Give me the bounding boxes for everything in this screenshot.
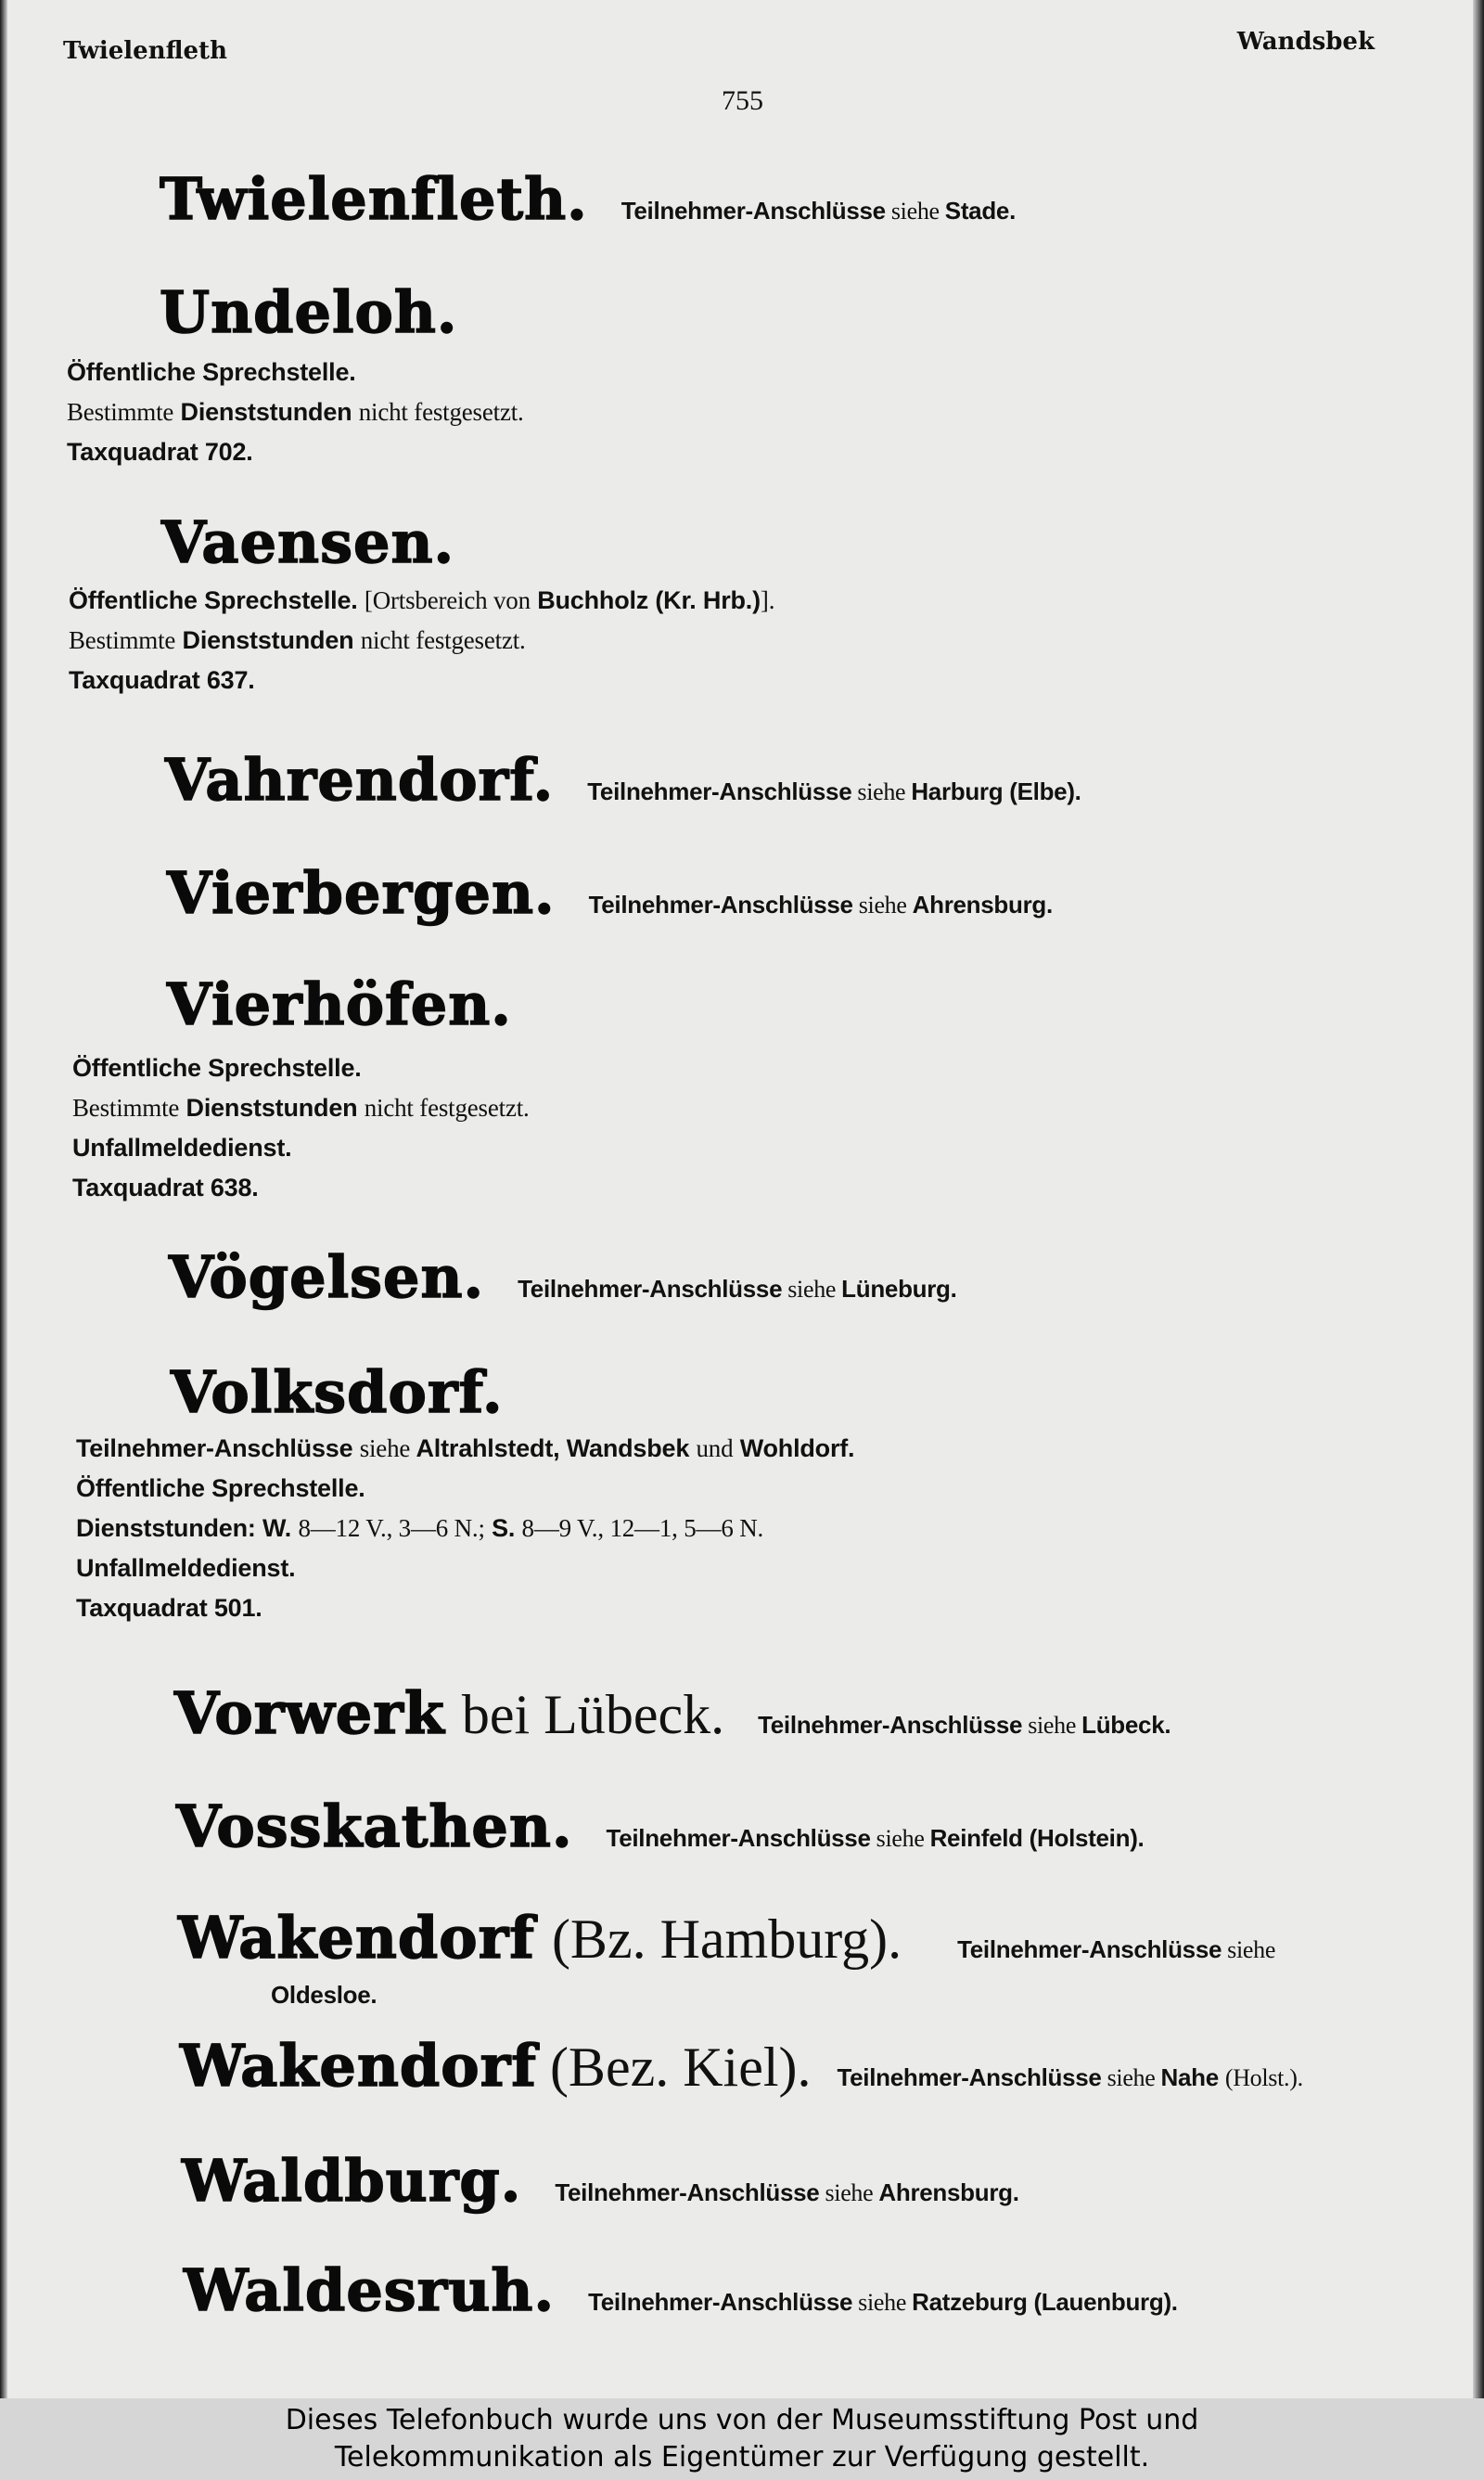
entry-vahrendorf bbox=[165, 746, 1081, 814]
entry-waldesruh bbox=[184, 2256, 1178, 2324]
cross-reference: Teilnehmer-Anschlüsse siehe Lüneburg. bbox=[518, 1275, 957, 1303]
place-name: Twielenfleth. bbox=[160, 165, 588, 233]
cross-reference: Teilnehmer-Anschlüsse siehe Nahe (Holst.). bbox=[837, 2063, 1303, 2091]
cross-reference-target: Oldesloe. bbox=[271, 1981, 377, 2009]
footer-line: Telekommunikation als Eigentümer zur Verfügung gestellt. bbox=[334, 2441, 1150, 2474]
entry-vorwerk bbox=[174, 1679, 1171, 1747]
place-qualifier: (Bez. Kiel). bbox=[549, 2037, 812, 2098]
page-number: 755 bbox=[722, 85, 763, 116]
cross-reference: Teilnehmer-Anschlüsse siehe Ratzeburg (Lauenburg). bbox=[588, 2288, 1178, 2316]
detail-line: Bestimmte Dienststunden nicht festgesetzt. bbox=[67, 398, 524, 426]
place-name: Undeloh. bbox=[160, 278, 458, 346]
place-name: Wakendorf bbox=[180, 2032, 537, 2100]
cross-reference: Teilnehmer-Anschlüsse siehe Harburg (Elbe). bbox=[587, 777, 1081, 805]
detail-line: Öffentliche Sprechstelle. bbox=[67, 358, 356, 386]
detail-line: Bestimmte Dienststunden nicht festgesetzt. bbox=[69, 626, 526, 654]
archive-credit-footer bbox=[0, 2398, 1484, 2480]
entry-vierbergen bbox=[167, 859, 1053, 927]
cross-reference: Teilnehmer-Anschlüsse siehe Reinfeld (Holstein). bbox=[606, 1824, 1145, 1852]
detail-line: Unfallmeldedienst. bbox=[72, 1134, 292, 1162]
entry-twielenfleth bbox=[160, 165, 1016, 233]
place-name: Vierhöfen. bbox=[167, 970, 512, 1038]
entry-undeloh bbox=[160, 278, 458, 346]
place-name: Waldesruh. bbox=[184, 2256, 556, 2324]
entry-vaensen bbox=[161, 508, 454, 576]
detail-line: Öffentliche Sprechstelle. [Ortsbereich von Buchholz (Kr. Hrb.)]. bbox=[69, 586, 775, 614]
entry-wakendorf-kiel bbox=[180, 2032, 1303, 2100]
place-name: Vorwerk bbox=[174, 1679, 445, 1747]
cross-reference: Teilnehmer-Anschlüsse siehe bbox=[957, 1935, 1276, 1963]
footer-line: Dieses Telefonbuch wurde uns von der Museumsstiftung Post und bbox=[285, 2404, 1199, 2436]
place-name: Volksdorf. bbox=[171, 1358, 504, 1426]
running-header-right: Wandsbek bbox=[1236, 28, 1375, 56]
detail-line: Taxquadrat 702. bbox=[67, 438, 253, 466]
place-qualifier: (Bz. Hamburg). bbox=[551, 1908, 902, 1970]
detail-line: Taxquadrat 638. bbox=[72, 1174, 259, 1201]
running-header-left: Twielenfleth bbox=[63, 37, 227, 65]
entry-vaensen-details bbox=[69, 581, 774, 700]
entry-waldburg bbox=[182, 2147, 1019, 2215]
place-name: Vahrendorf. bbox=[165, 746, 555, 814]
cross-reference: Teilnehmer-Anschlüsse siehe Stade. bbox=[620, 197, 1017, 225]
detail-line: Taxquadrat 637. bbox=[69, 666, 255, 694]
entry-vierhoefen-details bbox=[72, 1048, 530, 1208]
entry-volksdorf bbox=[171, 1358, 504, 1426]
place-name: Vögelsen. bbox=[169, 1243, 485, 1311]
entry-voegelsen bbox=[169, 1243, 957, 1311]
detail-line: Teilnehmer-Anschlüsse siehe Altrahlstedt, Wandsbek und Wohldorf. bbox=[76, 1434, 855, 1462]
cross-reference: Teilnehmer-Anschlüsse siehe Lübeck. bbox=[758, 1711, 1171, 1739]
detail-line: Bestimmte Dienststunden nicht festgesetzt. bbox=[72, 1094, 530, 1122]
entry-wakendorf-hamburg bbox=[178, 1904, 1281, 2010]
entry-vierhoefen bbox=[167, 970, 512, 1038]
place-name: Waldburg. bbox=[182, 2147, 522, 2215]
place-name: Vierbergen. bbox=[167, 859, 556, 927]
detail-line: Taxquadrat 501. bbox=[76, 1594, 262, 1622]
detail-line: Dienststunden: W. 8—12 V., 3—6 N.; S. 8—9 V., 12—1, 5—6 N. bbox=[76, 1514, 764, 1542]
entry-vosskathen bbox=[176, 1793, 1144, 1860]
cross-reference: Teilnehmer-Anschlüsse siehe Ahrensburg. bbox=[588, 891, 1053, 919]
place-qualifier: bei Lübeck. bbox=[461, 1684, 725, 1745]
cross-reference: Teilnehmer-Anschlüsse siehe Ahrensburg. bbox=[555, 2178, 1019, 2206]
detail-line: Öffentliche Sprechstelle. bbox=[76, 1474, 365, 1502]
place-name: Vosskathen. bbox=[176, 1793, 573, 1860]
detail-line: Öffentliche Sprechstelle. bbox=[72, 1054, 362, 1082]
detail-line: Unfallmeldedienst. bbox=[76, 1554, 296, 1582]
place-name: Vaensen. bbox=[161, 508, 455, 576]
entry-volksdorf-details bbox=[76, 1429, 854, 1628]
place-name: Wakendorf bbox=[178, 1904, 535, 1972]
entry-undeloh-details bbox=[67, 353, 524, 472]
